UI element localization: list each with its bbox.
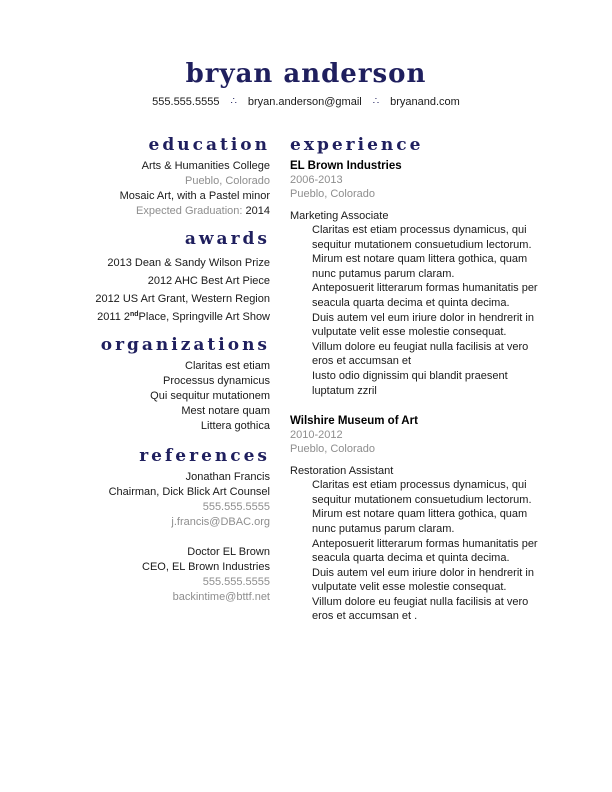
- education-degree: Mosaic Art, with a Pastel minor: [119, 190, 270, 202]
- section-education: [58, 135, 270, 219]
- organization-item: Littera gothica: [200, 420, 270, 432]
- job-bullet: Mirum est notare quam littera gothica, quam nunc putamus parum claram.: [312, 508, 528, 535]
- references-list: [58, 470, 270, 605]
- graduation-label: Expected Graduation:: [136, 205, 243, 217]
- education-heading: education: [148, 135, 270, 155]
- job-role: Restoration Assistant: [290, 465, 394, 478]
- section-awards: [58, 229, 270, 325]
- therefore-separator-icon: ∴: [372, 96, 380, 107]
- award-ordinal-suffix: nd: [129, 311, 139, 318]
- therefore-separator-icon: ∴: [230, 96, 237, 107]
- reference-phone: 555.555.5555: [202, 576, 270, 588]
- award-item: [58, 271, 270, 289]
- job-location: Pueblo, Colorado: [290, 443, 376, 456]
- reference-entry: [58, 545, 270, 605]
- graduation-year: 2014: [245, 205, 270, 217]
- organization-item: Qui sequitur mutationem: [150, 390, 270, 402]
- award-text: 2011 2: [97, 311, 130, 323]
- award-text: 2013 Dean & Sandy Wilson Prize: [107, 257, 270, 269]
- award-text: 2012 AHC Best Art Piece: [147, 275, 270, 287]
- phone-number: 555.555.5555: [152, 96, 220, 108]
- job-bullet: Claritas est etiam processus dynamicus, qui sequitur mutationem consuetudium lectorum.: [312, 479, 532, 506]
- job-role: Marketing Associate: [290, 210, 389, 222]
- reference-email: backintime@bttf.net: [172, 591, 270, 603]
- job-bullet: Anteposuerit litterarum formas humanitatis per seacula quarta decima et quinta decima.: [312, 282, 538, 309]
- job-bullets: [290, 478, 544, 624]
- job-bullet: Iusto odio dignissim qui blandit praesent luptatum zzril: [312, 369, 508, 397]
- education-school: Arts & Humanities College: [141, 160, 270, 172]
- section-organizations: [58, 335, 270, 434]
- job-company: EL Brown Industries: [290, 160, 402, 172]
- organization-item: Processus dynamicus: [163, 375, 270, 387]
- award-item: [58, 289, 270, 307]
- body-columns: [0, 135, 612, 624]
- job-dates: 2006-2013: [290, 174, 343, 186]
- section-experience: [290, 135, 544, 624]
- award-item: [58, 307, 270, 325]
- job-location: Pueblo, Colorado: [290, 188, 376, 200]
- job-company: Wilshire Museum of Art: [290, 415, 418, 428]
- left-column: [58, 135, 270, 624]
- reference-title: Chairman, Dick Blick Art Counsel: [108, 486, 270, 498]
- job-bullet: Duis autem vel eum iriure dolor in hendrerit in vulputate velit esse molestie consequat.: [312, 311, 534, 339]
- right-column: [290, 135, 544, 624]
- job-bullets: [290, 223, 544, 398]
- job-bullet: Villum dolore eu feugiat nulla facilisis at vero eros et accumsan et: [312, 340, 529, 368]
- job-bullet: Duis autem vel eum iriure dolor in hendrerit in vulputate velit esse molestie consequat.: [312, 566, 534, 594]
- website-url: bryanand.com: [390, 96, 460, 108]
- education-graduation: [58, 204, 270, 219]
- reference-title: CEO, EL Brown Industries: [142, 561, 270, 573]
- contact-line: [0, 95, 612, 109]
- reference-name: Doctor EL Brown: [187, 546, 270, 558]
- organizations-list: [58, 359, 270, 434]
- experience-heading: experience: [290, 135, 424, 155]
- award-text: 2012 US Art Grant, Western Region: [95, 293, 270, 305]
- reference-name: Jonathan Francis: [185, 471, 270, 483]
- reference-email: j.francis@DBAC.org: [171, 516, 270, 528]
- job-bullet: Claritas est etiam processus dynamicus, qui sequitur mutationem consuetudium lectorum.: [312, 224, 532, 251]
- awards-list: [58, 253, 270, 325]
- email-address: bryan.anderson@gmail: [247, 96, 362, 108]
- education-location: Pueblo, Colorado: [184, 175, 270, 187]
- award-text: Place, Springville Art Show: [138, 311, 270, 323]
- job-dates: 2010-2012: [290, 429, 343, 442]
- reference-entry: [58, 470, 270, 530]
- job-bullet: Mirum est notare quam littera gothica, quam nunc putamus parum claram.: [312, 253, 528, 280]
- references-heading: references: [139, 446, 270, 466]
- organization-item: Mest notare quam: [181, 405, 270, 417]
- section-references: [58, 446, 270, 605]
- page-title: bryan anderson: [185, 59, 427, 89]
- job-bullet: Anteposuerit litterarum formas humanitatis per seacula quarta decima et quinta decima.: [312, 537, 538, 565]
- job-entry: [290, 414, 544, 624]
- reference-phone: 555.555.5555: [202, 501, 270, 513]
- job-bullet: Villum dolore eu feugiat nulla facilisis at vero eros et accumsan et .: [312, 595, 529, 623]
- jobs-list: [290, 159, 544, 624]
- organizations-heading: organizations: [100, 335, 270, 355]
- awards-heading: awards: [184, 229, 270, 249]
- resume-header: [0, 0, 612, 109]
- job-entry: [290, 159, 544, 398]
- organization-item: Claritas est etiam: [185, 360, 270, 372]
- award-item: [58, 253, 270, 271]
